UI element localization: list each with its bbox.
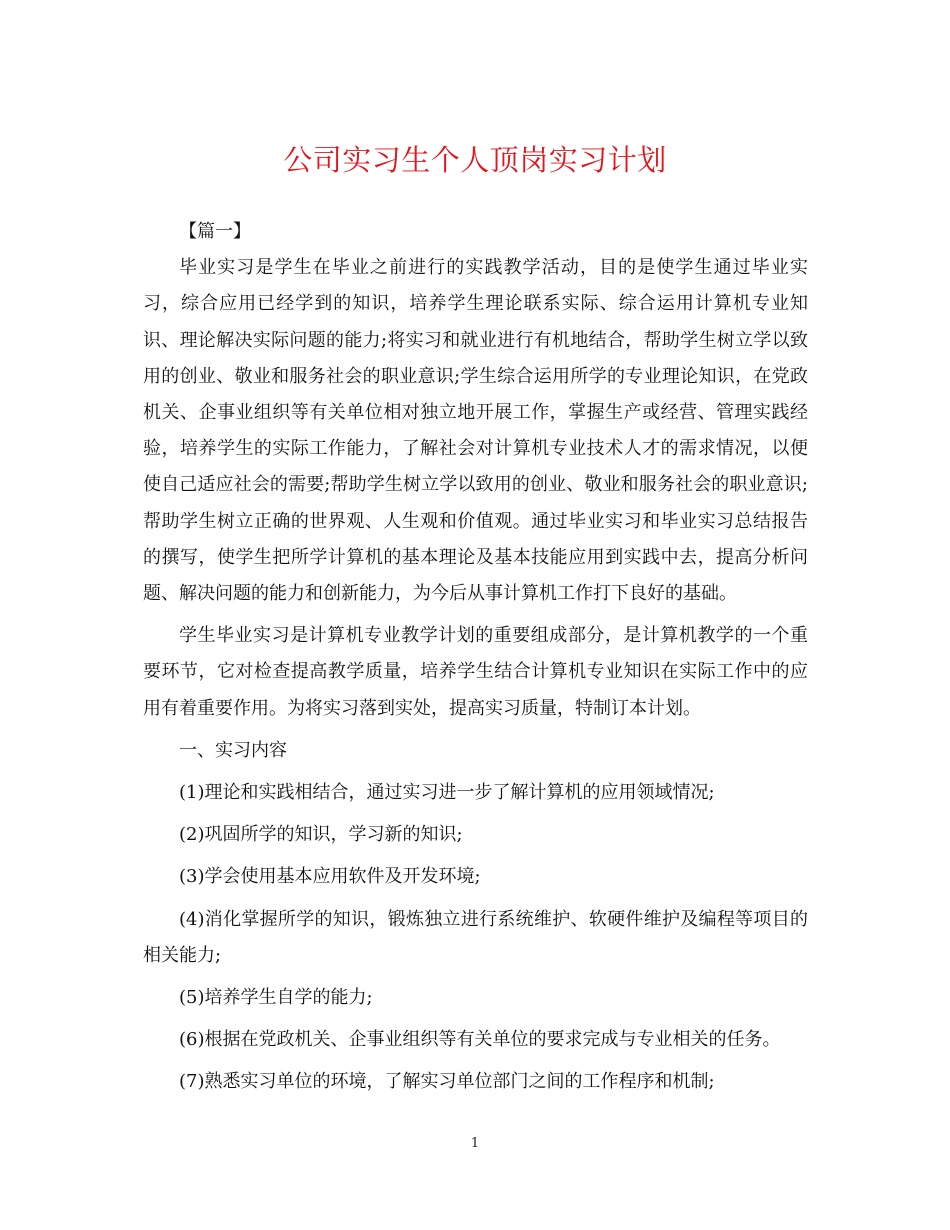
list-item: (3)学会使用基本应用软件及开发环境; bbox=[179, 866, 481, 888]
list-item: (6)根据在党政机关、企事业组织等有关单位的要求完成与专业相关的任务。 bbox=[179, 1029, 781, 1051]
list-item: (5)培养学生自学的能力; bbox=[179, 987, 373, 1009]
document-title: 公司实习生个人顶岗实习计划 bbox=[283, 143, 667, 177]
section-heading: 一、实习内容 bbox=[179, 739, 287, 761]
list-item: (1)理论和实践相结合，通过实习进一步了解计算机的应用领域情况; bbox=[179, 782, 715, 804]
page-number: 1 bbox=[470, 1136, 480, 1151]
list-item: (2)巩固所学的知识，学习新的知识; bbox=[179, 824, 463, 846]
list-item: (4)消化掌握所学的知识，锻炼独立进行系统维护、软硬件维护及编程等项目的相关能力; bbox=[143, 908, 808, 966]
section-marker: 【篇一】 bbox=[179, 221, 251, 242]
paragraph: 学生毕业实习是计算机专业教学计划的重要组成部分，是计算机教学的一个重要环节，它对检查提高教学质量，培养学生结合计算机专业知识在实际工作中的应用有着重要作用。为将实习落到实处，提高实习质量，特制订本计划。 bbox=[143, 625, 808, 719]
paragraph: 毕业实习是学生在毕业之前进行的实践教学活动，目的是使学生通过毕业实习，综合应用已经学到的知识，培养学生理论联系实际、综合运用计算机专业知识、理论解决实际问题的能力;将实习和就业进行有机地结合，帮助学生树立学以致用的创业、敬业和服务社会的职业意识;学生综合运用所学的专业理论知识，在党政机关、企事业组织等有关单位相对独立地开展工作，掌握生产或经营、管理实践经验，培养学生的实际工作能力，了解社会对计算机专业技术人才的需求情况，以便使自己适应社会的需要;帮助学生树立学以致用的创业、敬业和服务社会的职业意识;帮助学生树立正确的世界观、人生观和价值观。通过毕业实习和毕业实习总结报告的撰写，使学生把所学计算机的基本理论及基本技能应用到实践中去，提高分析问题、解决问题的能力和创新能力，为今后从事计算机工作打下良好的基础。 bbox=[143, 257, 808, 605]
list-item: (7)熟悉实习单位的环境，了解实习单位部门之间的工作程序和机制; bbox=[179, 1071, 715, 1093]
document-body bbox=[143, 214, 808, 1101]
